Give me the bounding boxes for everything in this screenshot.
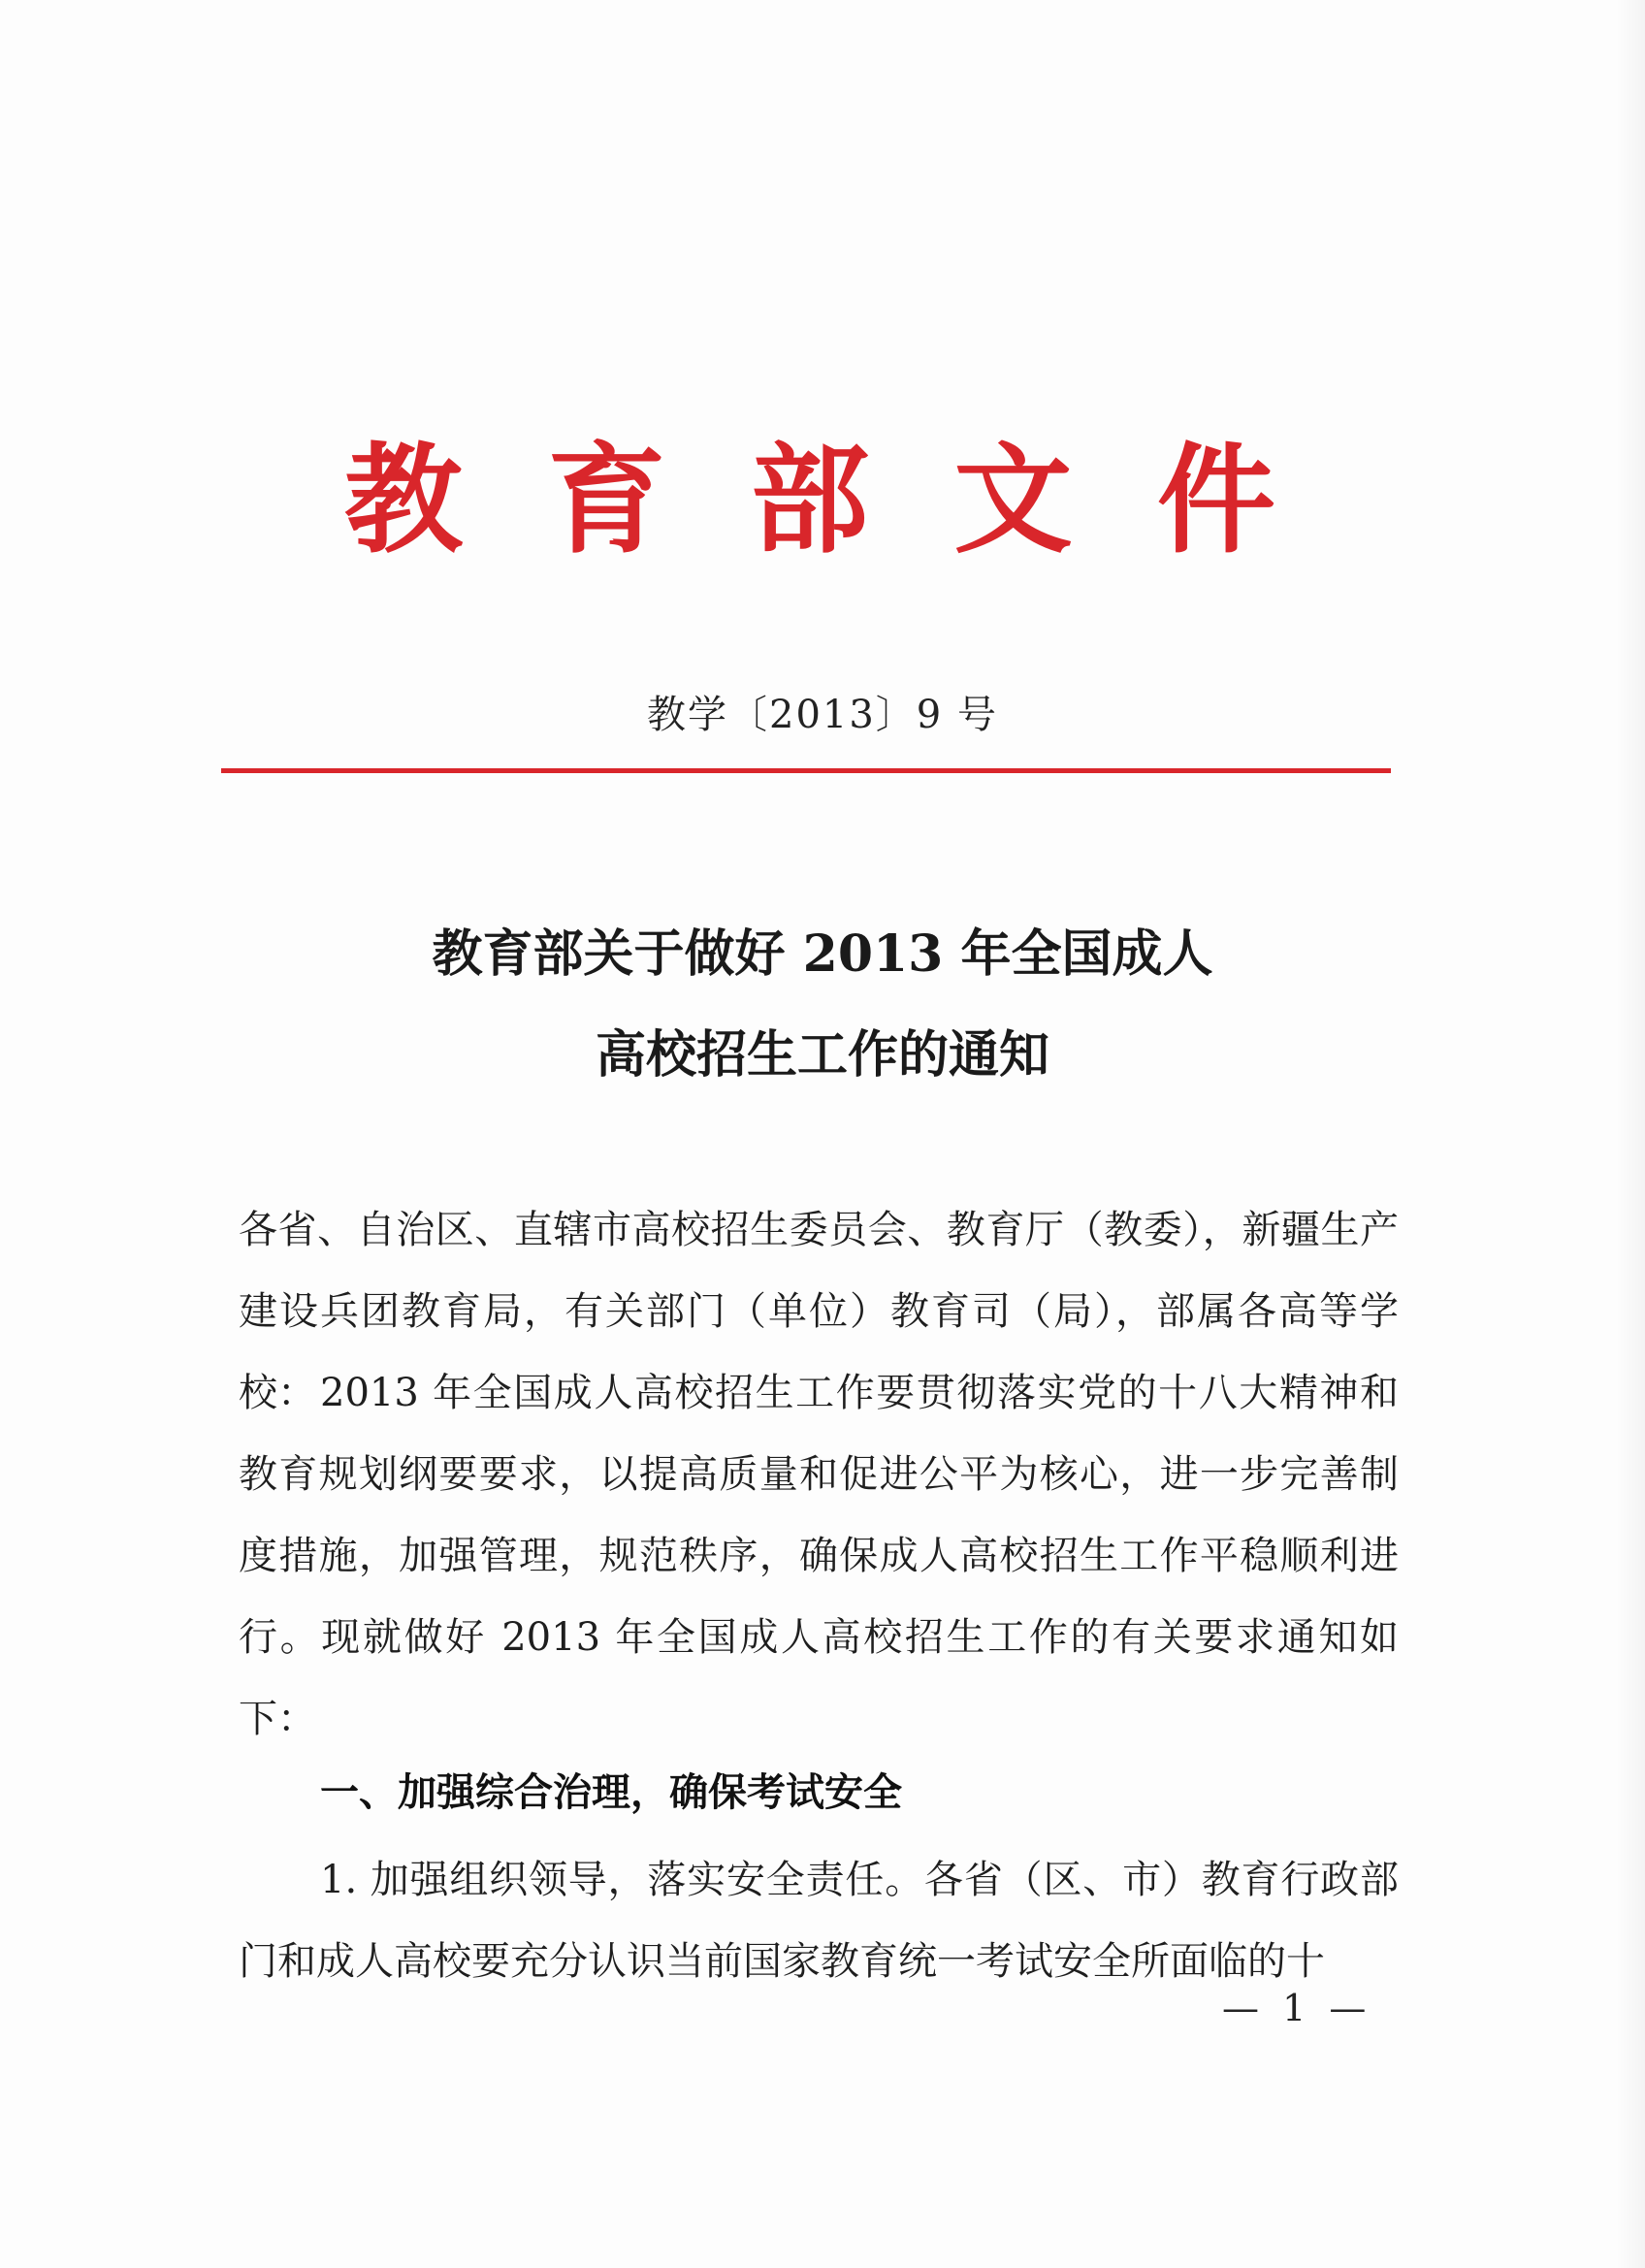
section-1-heading: 一、加强综合治理，确保考试安全 [320,1769,902,1815]
red-divider-line [221,768,1391,773]
section-1-item-1: 1. 加强组织领导，落实安全责任。各省（区、市）教育行政部门和成人高校要充分认识当前国家教育统一考试安全所面临的十 [239,1858,1399,1984]
red-title-char: 教 [344,430,463,569]
red-header-title [344,427,1275,572]
addressees-paragraph: 各省、自治区、直辖市高校招生委员会、教育厅（教委），新疆生产建设兵团教育局，有关部门（单位）教育司（局），部属各高等学校： [239,1208,1399,1415]
red-title-char: 文 [953,430,1073,569]
document-number: 教学〔2013〕9 号 [647,693,998,737]
scan-edge-shadow [1616,0,1645,2268]
notice-title-line-2: 高校招生工作的通知 [595,1025,1049,1085]
page-number: — 1 — [1222,1987,1372,2029]
intro-paragraph: 2013 年全国成人高校招生工作要贯彻落实党的十八大精神和教育规划纲要要求，以提高质量和促进公平为核心，进一步完善制度措施，加强管理，规范秩序，确保成人高校招生工作平稳顺利进行。现就做好 2013 年全国成人高校招生工作的有关要求通知如下： [239,1371,1399,1741]
notice-title-line-1: 教育部关于做好 2013 年全国成人 [432,924,1213,984]
red-title-char: 部 [751,430,869,569]
red-title-char: 育 [547,430,666,569]
red-title-char: 件 [1157,430,1275,569]
